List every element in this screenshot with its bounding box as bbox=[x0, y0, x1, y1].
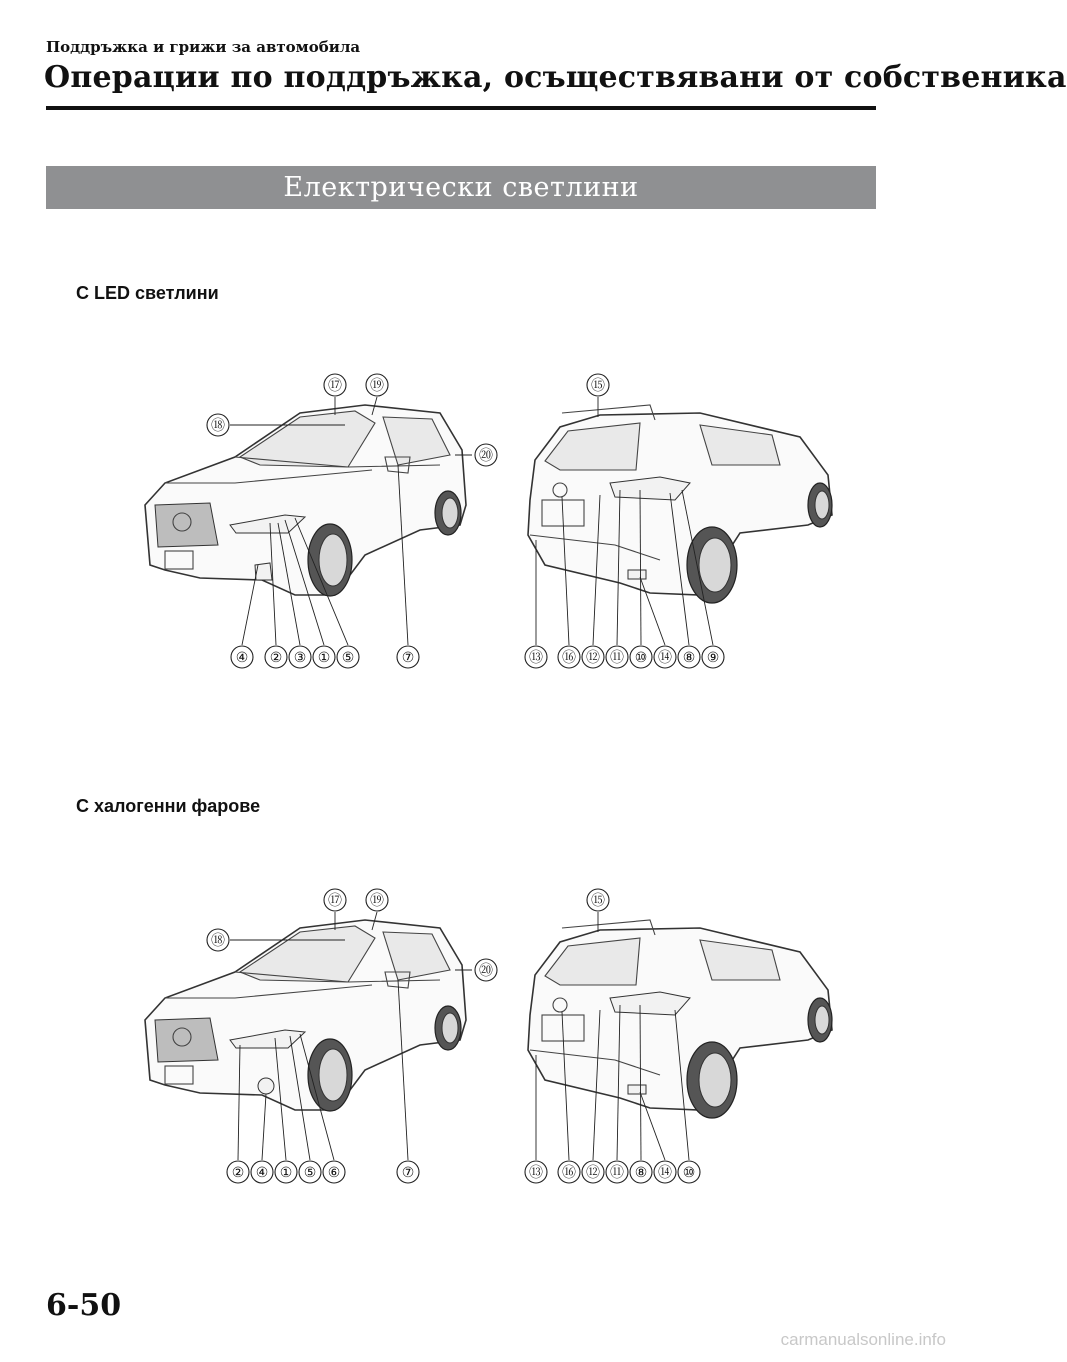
callout-20 bbox=[475, 959, 497, 981]
callout-2 bbox=[227, 1161, 249, 1183]
callout-label: ⑳ bbox=[479, 447, 493, 463]
callout-label: ② bbox=[231, 1164, 245, 1180]
front-car-illustration bbox=[145, 405, 466, 596]
callout-8 bbox=[630, 1161, 652, 1183]
callout-label: ① bbox=[317, 649, 331, 665]
callout-18 bbox=[207, 929, 229, 951]
callout-12 bbox=[582, 646, 604, 668]
callout-5 bbox=[299, 1161, 321, 1183]
halogen-lights-diagram bbox=[0, 880, 960, 1210]
callout-16 bbox=[558, 646, 580, 668]
callout-label: ④ bbox=[255, 1164, 269, 1180]
callout-10 bbox=[630, 646, 652, 668]
callout-14 bbox=[654, 1161, 676, 1183]
front-car-illustration bbox=[145, 920, 466, 1111]
callout-7 bbox=[397, 646, 419, 668]
callout-label: ⑰ bbox=[328, 377, 342, 393]
breadcrumb: Поддръжка и грижи за автомобила bbox=[46, 38, 361, 56]
callout-6 bbox=[323, 1161, 345, 1183]
callout-5 bbox=[337, 646, 359, 668]
callout-label: ⑲ bbox=[370, 892, 384, 908]
callout-label: ⑯ bbox=[562, 649, 576, 665]
callout-label: ② bbox=[269, 649, 283, 665]
callout-label: ⑧ bbox=[682, 649, 696, 665]
callout-label: ⑤ bbox=[341, 649, 355, 665]
callout-label: ⑥ bbox=[327, 1164, 341, 1180]
callout-label: ⑧ bbox=[634, 1164, 648, 1180]
callout-label: ⑦ bbox=[401, 649, 415, 665]
callout-19 bbox=[366, 374, 388, 396]
callout-3 bbox=[289, 646, 311, 668]
callout-15 bbox=[587, 374, 609, 396]
callout-12 bbox=[582, 1161, 604, 1183]
page-number: 6-50 bbox=[46, 1288, 122, 1323]
callout-1 bbox=[313, 646, 335, 668]
callout-15 bbox=[587, 889, 609, 911]
callout-11 bbox=[606, 1161, 628, 1183]
callout-4 bbox=[231, 646, 253, 668]
callout-label: ① bbox=[279, 1164, 293, 1180]
callout-9 bbox=[702, 646, 724, 668]
callout-1 bbox=[275, 1161, 297, 1183]
callout-label: ⑪ bbox=[610, 649, 624, 665]
callout-17 bbox=[324, 889, 346, 911]
led-lights-diagram bbox=[0, 365, 960, 695]
callout-label: ⑭ bbox=[658, 649, 672, 665]
callout-4 bbox=[251, 1161, 273, 1183]
led-variant-caption: С LED светлини bbox=[76, 283, 219, 303]
callout-label: ⑤ bbox=[303, 1164, 317, 1180]
callout-label: ⑨ bbox=[706, 649, 720, 665]
callout-14 bbox=[654, 646, 676, 668]
callout-label: ⑪ bbox=[610, 1164, 624, 1180]
callout-label: ④ bbox=[235, 649, 249, 665]
callout-label: ⑩ bbox=[634, 649, 648, 665]
callout-label: ⑬ bbox=[529, 1164, 543, 1180]
callout-13 bbox=[525, 1161, 547, 1183]
callout-16 bbox=[558, 1161, 580, 1183]
callout-20 bbox=[475, 444, 497, 466]
rear-car-illustration bbox=[528, 920, 832, 1118]
callout-label: ⑰ bbox=[328, 892, 342, 908]
callout-17 bbox=[324, 374, 346, 396]
callout-10 bbox=[678, 1161, 700, 1183]
callout-label: ⑩ bbox=[682, 1164, 696, 1180]
callout-19 bbox=[366, 889, 388, 911]
watermark[interactable]: carmanualsonline.info bbox=[780, 1330, 946, 1349]
halogen-variant-caption: С халогенни фарове bbox=[76, 796, 261, 816]
callout-label: ③ bbox=[293, 649, 307, 665]
callout-label: ⑦ bbox=[401, 1164, 415, 1180]
callout-18 bbox=[207, 414, 229, 436]
callout-8 bbox=[678, 646, 700, 668]
chapter-title: Операции по поддръжка, осъществявани от собственика bbox=[44, 60, 1067, 95]
callout-label: ⑱ bbox=[211, 932, 225, 948]
section-title bbox=[46, 166, 876, 209]
callout-label: ⑮ bbox=[591, 892, 605, 908]
callout-label: ⑯ bbox=[562, 1164, 576, 1180]
callout-label: ⑬ bbox=[529, 649, 543, 665]
callout-label: ⑳ bbox=[479, 962, 493, 978]
callout-2 bbox=[265, 646, 287, 668]
title-rule bbox=[46, 106, 876, 110]
callout-label: ⑮ bbox=[591, 377, 605, 393]
callout-label: ⑫ bbox=[586, 649, 600, 665]
callout-11 bbox=[606, 646, 628, 668]
section-title-text: Електрически светлини bbox=[283, 172, 639, 203]
callout-label: ⑲ bbox=[370, 377, 384, 393]
callout-label: ⑭ bbox=[658, 1164, 672, 1180]
callout-7 bbox=[397, 1161, 419, 1183]
callout-label: ⑫ bbox=[586, 1164, 600, 1180]
callout-13 bbox=[525, 646, 547, 668]
callout-label: ⑱ bbox=[211, 417, 225, 433]
